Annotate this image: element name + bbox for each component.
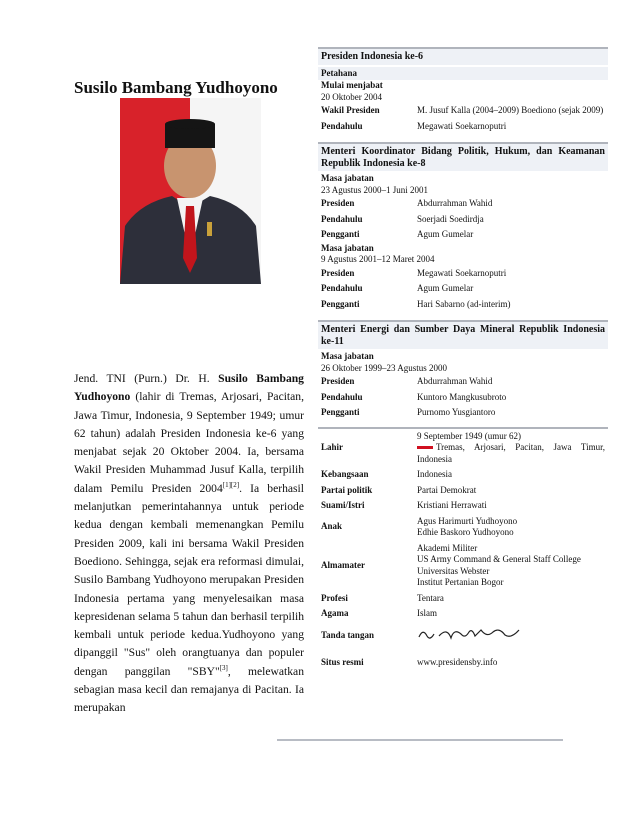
row-label: Profesi — [321, 592, 348, 603]
infobox-row — [318, 498, 608, 514]
row-value[interactable]: Agum Gumelar — [417, 229, 474, 239]
infobox-row — [318, 390, 608, 406]
infobox — [318, 47, 608, 671]
infobox-header-menko: Menteri Koordinator Bidang Politik, Hukum, dan Keamanan Republik Indonesia ke-8 — [318, 142, 608, 171]
row-label: Lahir — [321, 442, 344, 452]
infobox-row-signature — [318, 622, 608, 650]
row-value[interactable]: Soerjadi Soedirdja — [417, 213, 484, 224]
bio-text-3: . Ia berhasil melanjutkan pemerintahannya untuk periode kedua dengan kembali memenangkan Pemilu Presiden 2009, kali ini bersama Wakil Presiden Boediono. Sehingga, sejak era reformasi dimulai, Susilo Bambang Yudhoyono merupakan Presiden Indonesia pertama yang menyelesaikan masa kepresidenan selama 5 tahun dan berhasil terpilih kembali untuk periode kedua.Yudhoyono yang dipanggil "Sus" oleh orangtuanya dan populer dengan panggilan "SBY" — [74, 481, 304, 678]
infobox-row — [318, 655, 608, 671]
bio-text-1: Jend. TNI (Purn.) Dr. H. — [74, 372, 219, 385]
row-label: Presiden — [321, 198, 355, 208]
birth-date: 9 September 1949 (umur 62) — [417, 430, 521, 441]
row-label: Partai politik — [321, 484, 373, 495]
row-value[interactable]: Megawati Soekarnoputri — [417, 120, 507, 131]
row-label: Presiden — [321, 267, 355, 278]
row-value[interactable]: Abdurrahman Wahid — [417, 376, 493, 386]
since-label: Mulai menjabat — [321, 80, 383, 90]
row-label: Pendahulu — [321, 283, 363, 293]
row-label: Suami/Istri — [321, 500, 365, 510]
reference-link-1[interactable]: [1][2] — [222, 480, 240, 489]
signature-image — [417, 624, 608, 648]
row-value[interactable]: Megawati Soekarnoputri — [417, 267, 507, 278]
row-label: Pengganti — [321, 298, 360, 309]
infobox-row — [318, 196, 608, 212]
infobox-row — [318, 119, 608, 135]
school-name[interactable]: Universitas Webster — [417, 565, 490, 576]
row-value[interactable]: Abdurrahman Wahid — [417, 198, 493, 208]
infobox-row-children — [318, 514, 608, 541]
row-label: Pendahulu — [321, 120, 363, 131]
birth-place-text[interactable]: Tremas, Arjosari, Pacitan, Jawa Timur, Indonesia — [417, 442, 605, 464]
since-value: 20 Oktober 2004 — [321, 91, 382, 102]
school-name[interactable]: US Army Command & General Staff College — [417, 554, 581, 564]
infobox-header-president: Presiden Indonesia ke-6 — [318, 47, 608, 65]
flag-icon — [417, 446, 433, 449]
infobox-row — [318, 467, 608, 483]
page-title: Susilo Bambang Yudhoyono — [74, 78, 278, 97]
row-label: Almamater — [321, 559, 365, 570]
school-name[interactable]: Institut Pertanian Bogor — [417, 577, 504, 587]
biography-paragraph — [74, 370, 304, 718]
row-label: Anak — [321, 521, 343, 532]
school-name[interactable]: Akademi Militer — [417, 542, 478, 553]
row-label: Tanda tangan — [321, 629, 374, 640]
row-label: Situs resmi — [321, 657, 364, 667]
term-label: Masa jabatan — [321, 242, 374, 253]
bio-name: Susilo Bambang Yudhoyono — [74, 372, 304, 404]
term-value: 23 Agustus 2000–1 Juni 2001 — [321, 184, 429, 195]
row-value[interactable]: M. Jusuf Kalla (2004–2009) Boediono (sejak 2009) — [417, 105, 604, 115]
birth-value — [417, 431, 608, 466]
row-label: Pengganti — [321, 407, 360, 417]
almamater-value — [417, 543, 608, 589]
article-column — [74, 58, 304, 98]
infobox-row — [318, 483, 608, 499]
infobox-row-birth — [318, 429, 608, 468]
divider-line — [277, 739, 563, 741]
infobox-row — [318, 405, 608, 421]
row-label: Pendahulu — [321, 391, 363, 402]
infobox-row — [318, 591, 608, 607]
row-value[interactable]: Islam — [417, 608, 437, 618]
infobox-row-almamater — [318, 541, 608, 591]
infobox-row — [318, 374, 608, 390]
term-value: 9 Agustus 2001–12 Maret 2004 — [321, 254, 435, 264]
row-label: Pendahulu — [321, 213, 363, 224]
reference-link-2[interactable]: [3] — [219, 663, 228, 672]
row-value[interactable]: Partai Demokrat — [417, 484, 477, 495]
child-name[interactable]: Agus Harimurti Yudhoyono — [417, 515, 518, 526]
portrait-photo — [120, 98, 261, 284]
infobox-row — [318, 103, 608, 119]
row-value[interactable]: Kuntoro Mangkusubroto — [417, 391, 507, 402]
row-label: Wakil Presiden — [321, 105, 380, 115]
row-value[interactable]: Indonesia — [417, 469, 452, 479]
website-link[interactable]: www.presidensby.info — [417, 657, 498, 667]
row-label: Pengganti — [321, 229, 360, 239]
bio-text-2: (lahir di Tremas, Arjosari, Pacitan, Jawa Timur, Indonesia, 9 September 1949; umur 62 tahun) adalah Presiden Indonesia ke-6 yang menjabat sejak 20 Oktober 2004. Ia, bersama Wakil Presiden Muhammad Jusuf Kalla, terpilih dalam Pemilu Presiden 2004 — [74, 390, 304, 495]
infobox-header-esdm: Menteri Energi dan Sumber Daya Mineral Republik Indonesia ke-11 — [318, 320, 608, 349]
infobox-row — [318, 227, 608, 243]
birth-place — [417, 442, 605, 465]
row-value[interactable]: Tentara — [417, 592, 444, 603]
row-value[interactable]: Kristiani Herrawati — [417, 500, 487, 510]
term-label: Masa jabatan — [321, 351, 374, 361]
infobox-row — [318, 212, 608, 228]
infobox-row — [318, 266, 608, 282]
term-value: 26 Oktober 1999–23 Agustus 2000 — [321, 362, 447, 373]
row-value[interactable]: Agum Gumelar — [417, 283, 474, 293]
row-value[interactable]: Hari Sabarno (ad-interim) — [417, 298, 511, 309]
child-name[interactable]: Edhie Baskoro Yudhoyono — [417, 527, 514, 537]
term-label: Masa jabatan — [321, 173, 374, 183]
row-label: Kebangsaan — [321, 469, 369, 479]
infobox-row — [318, 606, 608, 622]
bio-text-4: , melewatkan sebagian masa kecil dan remajanya di Pacitan. Ia merupakan — [74, 664, 304, 715]
children-value — [417, 516, 608, 539]
incumbent-band: Petahana — [318, 67, 608, 81]
infobox-row — [318, 297, 608, 313]
row-value[interactable]: Purnomo Yusgiantoro — [417, 407, 496, 417]
row-label: Agama — [321, 608, 349, 618]
infobox-row — [318, 281, 608, 297]
row-label: Presiden — [321, 376, 355, 386]
